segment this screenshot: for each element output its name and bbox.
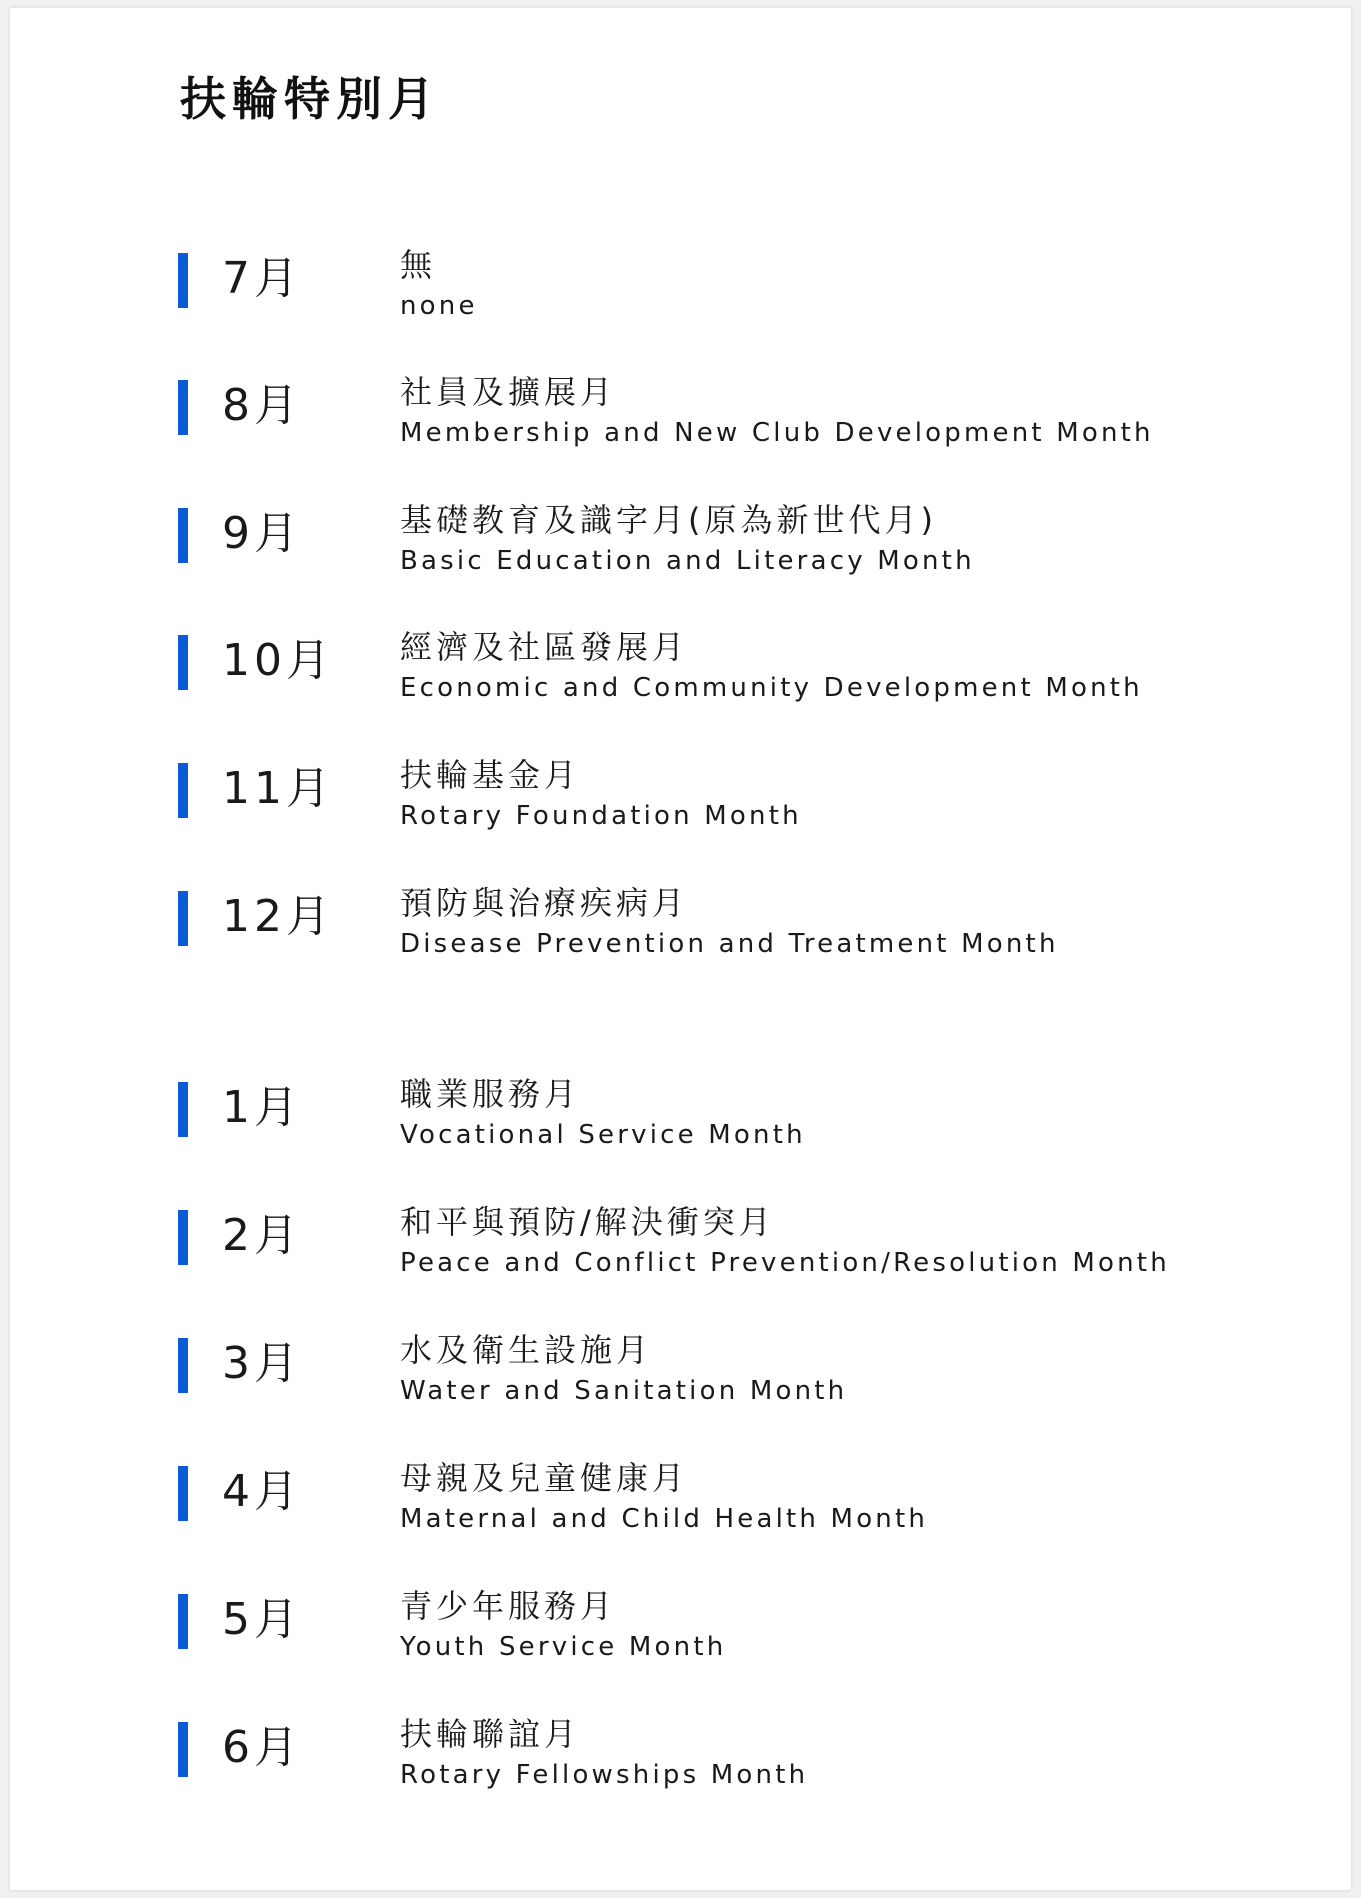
month-label: 7月 [222, 253, 302, 304]
month-theme-zh: 基礎教育及識字月(原為新世代月) [400, 501, 937, 539]
month-theme-en: Peace and Conflict Prevention/Resolution Month [400, 1248, 1170, 1278]
month-label: 10月 [222, 635, 334, 686]
month-label: 6月 [222, 1722, 302, 1773]
month-theme-zh: 經濟及社區發展月 [400, 628, 689, 666]
month-item [178, 1331, 1298, 1438]
month-theme-zh: 和平與預防/解決衝突月 [400, 1203, 775, 1241]
month-theme-en: Maternal and Child Health Month [400, 1504, 929, 1534]
month-theme-zh: 母親及兒童健康月 [400, 1459, 689, 1497]
month-item [178, 1587, 1298, 1694]
month-item [178, 1075, 1298, 1182]
page-title: 扶輪特別月 [180, 72, 440, 126]
month-theme-zh: 扶輪基金月 [400, 756, 581, 794]
accent-bar [178, 1338, 188, 1393]
accent-bar [178, 763, 188, 818]
month-item [178, 628, 1298, 735]
month-theme-en: Youth Service Month [400, 1632, 727, 1662]
month-theme-en: Economic and Community Development Month [400, 673, 1143, 703]
month-theme-en: Membership and New Club Development Month [400, 418, 1154, 448]
month-label: 11月 [222, 763, 334, 814]
month-item [178, 884, 1298, 991]
month-theme-en: none [400, 291, 478, 321]
month-theme-zh: 職業服務月 [400, 1075, 581, 1113]
month-label: 12月 [222, 891, 334, 942]
month-theme-zh: 扶輪聯誼月 [400, 1715, 581, 1753]
accent-bar [178, 380, 188, 435]
month-theme-zh: 預防與治療疾病月 [400, 884, 689, 922]
month-item [178, 1459, 1298, 1566]
accent-bar [178, 508, 188, 563]
month-theme-en: Vocational Service Month [400, 1120, 806, 1150]
accent-bar [178, 1210, 188, 1265]
month-theme-en: Disease Prevention and Treatment Month [400, 929, 1059, 959]
month-theme-en: Basic Education and Literacy Month [400, 546, 975, 576]
month-label: 2月 [222, 1210, 302, 1261]
month-label: 3月 [222, 1338, 302, 1389]
month-label: 8月 [222, 380, 302, 431]
month-theme-zh: 青少年服務月 [400, 1587, 617, 1625]
month-label: 9月 [222, 508, 302, 559]
month-item [178, 246, 1298, 353]
month-theme-en: Water and Sanitation Month [400, 1376, 848, 1406]
month-label: 4月 [222, 1466, 302, 1517]
accent-bar [178, 1722, 188, 1777]
month-theme-en: Rotary Fellowships Month [400, 1760, 809, 1790]
month-item [178, 1203, 1298, 1310]
month-item [178, 501, 1298, 608]
accent-bar [178, 635, 188, 690]
month-label: 5月 [222, 1594, 302, 1645]
month-theme-zh: 社員及擴展月 [400, 373, 617, 411]
accent-bar [178, 1594, 188, 1649]
month-item [178, 1715, 1298, 1822]
month-theme-zh: 水及衛生設施月 [400, 1331, 653, 1369]
month-item [178, 373, 1298, 480]
content-card [10, 8, 1351, 1890]
accent-bar [178, 253, 188, 308]
month-theme-zh: 無 [400, 246, 437, 284]
month-label: 1月 [222, 1082, 302, 1133]
accent-bar [178, 1082, 188, 1137]
accent-bar [178, 1466, 188, 1521]
accent-bar [178, 891, 188, 946]
month-item [178, 756, 1298, 863]
month-theme-en: Rotary Foundation Month [400, 801, 802, 831]
